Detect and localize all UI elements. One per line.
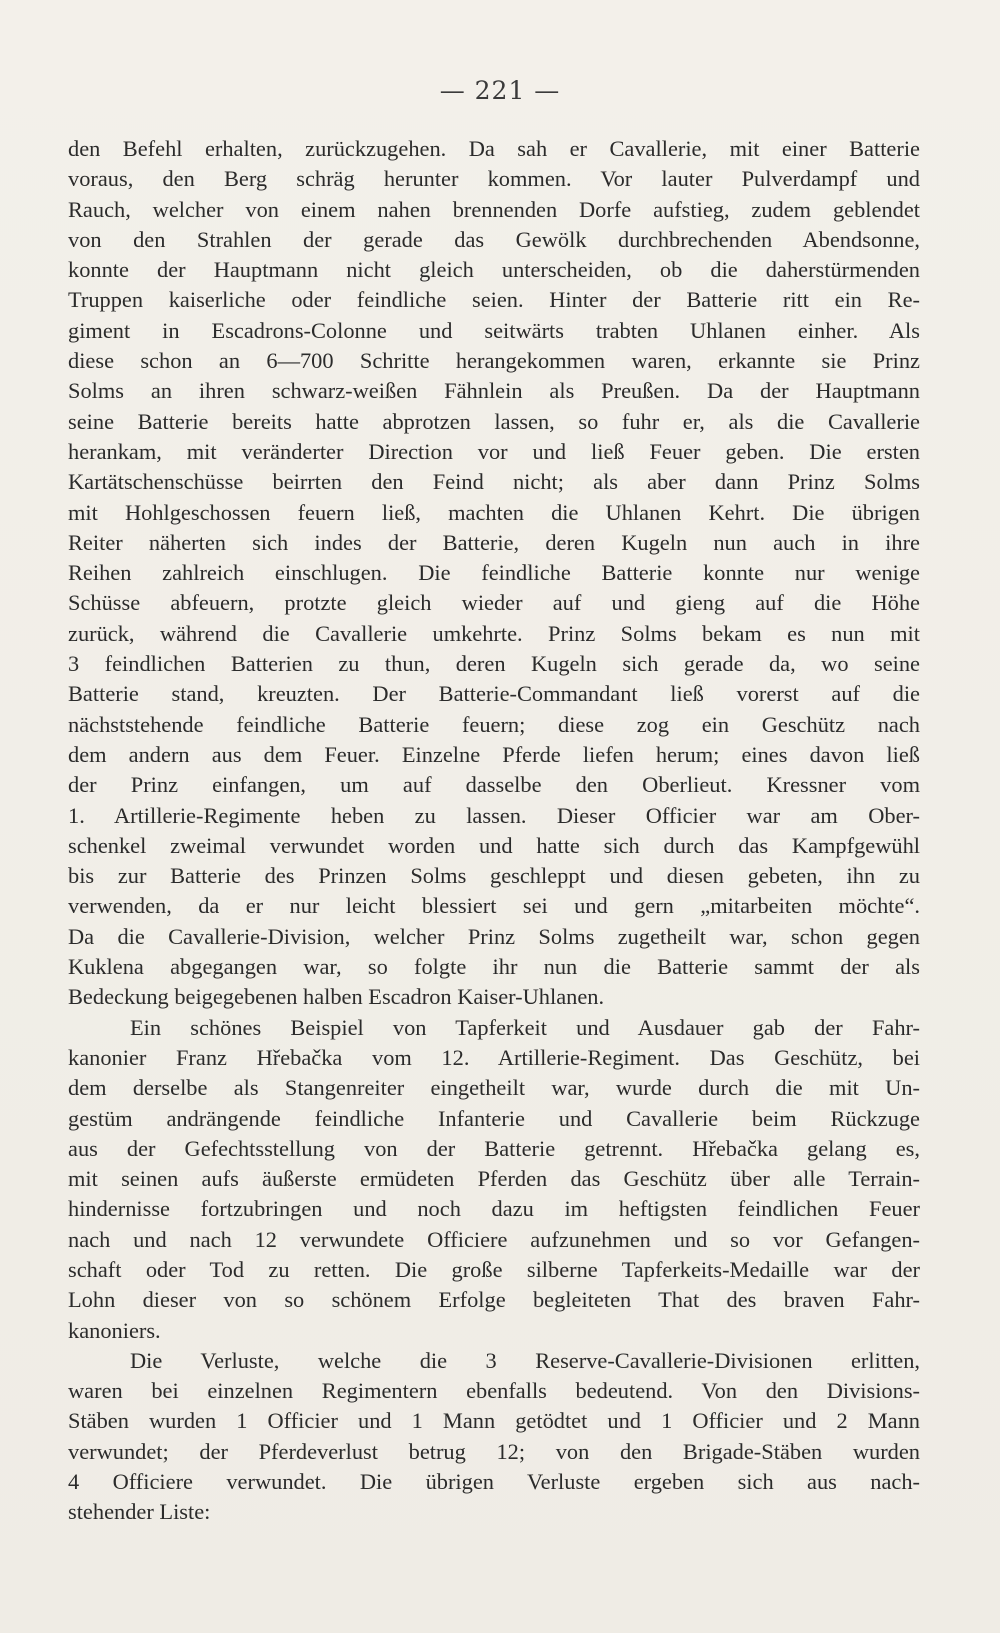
text-line: Rauch, welcher von einem nahen brennenden Dorfe aufstieg, zudem geblendet [68, 196, 920, 222]
text-line: stehender Liste: [68, 1499, 211, 1525]
text-line: 3 feindlichen Batterien zu thun, deren Kugeln sich gerade da, wo seine [68, 651, 920, 677]
text-line: Stäben wurden 1 Officier und 1 Mann getödtet und 1 Officier und 2 Mann [68, 1408, 920, 1434]
page-number: — 221 — [439, 76, 561, 105]
text-line: kanoniers. [68, 1317, 161, 1343]
text-line: den Befehl erhalten, zurückzugehen. Da sah er Cavallerie, mit einer Batterie [68, 136, 920, 161]
text-line: dem andern aus dem Feuer. Einzelne Pferde liefen herum; eines davon ließ [68, 741, 920, 767]
text-line: von den Strahlen der gerade das Gewölk durchbrechenden Abendsonne, [68, 226, 920, 252]
text-line: giment in Escadrons-Colonne und seitwärts trabten Uhlanen einher. Als [68, 317, 920, 343]
text-line: Schüsse abfeuern, protzte gleich wieder auf und gieng auf die Höhe [68, 590, 920, 616]
text-line: Die Verluste, welche die 3 Reserve-Cavallerie-Divisionen erlitten, [130, 1347, 920, 1373]
text-line: zurück, während die Cavallerie umkehrte. Prinz Solms bekam es nun mit [68, 620, 920, 646]
body-text [68, 134, 920, 1528]
text-line: 1. Artillerie-Regimente heben zu lassen. Dieser Officier war am Ober- [68, 802, 920, 828]
text-line: Ein schönes Beispiel von Tapferkeit und Ausdauer gab der Fahr- [130, 1014, 920, 1040]
text-line: gestüm andrängende feindliche Infanterie und Cavallerie beim Rückzuge [68, 1105, 920, 1131]
text-line: Solms an ihren schwarz-weißen Fähnlein als Preußen. Da der Hauptmann [68, 378, 920, 404]
text-line: Da die Cavallerie-Division, welcher Prinz Solms zugetheilt war, schon gegen [68, 923, 920, 949]
text-line: mit seinen aufs äußerste ermüdeten Pferden das Geschütz über alle Terrain- [68, 1166, 920, 1192]
text-line: Lohn dieser von so schönem Erfolge begleiteten That des braven Fahr- [68, 1287, 920, 1313]
text-line: Kuklena abgegangen war, so folgte ihr nun die Batterie sammt der als [68, 954, 920, 980]
text-line: aus der Gefechtsstellung von der Batterie getrennt. Hřebačka gelang es, [68, 1135, 920, 1161]
text-line: seine Batterie bereits hatte abprotzen lassen, so fuhr er, als die Cavallerie [68, 408, 920, 434]
text-line: nach und nach 12 verwundete Officiere aufzunehmen und so vor Gefangen- [68, 1226, 920, 1252]
text-line: der Prinz einfangen, um auf dasselbe den Oberlieut. Kressner vom [68, 772, 920, 798]
text-line: herankam, mit veränderter Direction vor und ließ Feuer geben. Die ersten [68, 438, 920, 464]
text-line: voraus, den Berg schräg herunter kommen. Vor lauter Pulverdampf und [68, 166, 920, 192]
text-line: 4 Officiere verwundet. Die übrigen Verluste ergeben sich aus nach- [68, 1469, 920, 1495]
text-line: mit Hohlgeschossen feuern ließ, machten die Uhlanen Kehrt. Die übrigen [68, 499, 920, 525]
text-line: bis zur Batterie des Prinzen Solms geschleppt und diesen gebeten, ihn zu [68, 863, 920, 889]
text-line: verwundet; der Pferdeverlust betrug 12; von den Brigade-Stäben wurden [68, 1438, 920, 1464]
text-line: konnte der Hauptmann nicht gleich unterscheiden, ob die daherstürmenden [68, 257, 920, 283]
text-line: diese schon an 6—700 Schritte herangekommen waren, erkannte sie Prinz [68, 348, 920, 374]
text-line: Bedeckung beigegebenen halben Escadron Kaiser-Uhlanen. [68, 984, 605, 1010]
text-line: Reihen zahlreich einschlugen. Die feindliche Batterie konnte nur wenige [68, 560, 920, 586]
text-line: dem derselbe als Stangenreiter eingetheilt war, wurde durch die mit Un- [68, 1075, 920, 1101]
text-line: kanonier Franz Hřebačka vom 12. Artillerie-Regiment. Das Geschütz, bei [68, 1044, 920, 1070]
text-line: verwenden, da er nur leicht blessiert sei und gern „mitarbeiten möchte“. [68, 893, 920, 919]
text-line: nächststehende feindliche Batterie feuern; diese zog ein Geschütz nach [68, 711, 920, 737]
text-line: hindernisse fortzubringen und noch dazu im heftigsten feindlichen Feuer [68, 1196, 920, 1222]
text-line: schaft oder Tod zu retten. Die große silberne Tapferkeits-Medaille war der [68, 1256, 920, 1282]
text-line: Kartätschenschüsse beirrten den Feind nicht; als aber dann Prinz Solms [68, 469, 920, 495]
text-line: schenkel zweimal verwundet worden und hatte sich durch das Kampfgewühl [68, 832, 920, 858]
text-line: waren bei einzelnen Regimentern ebenfalls bedeutend. Von den Divisions- [68, 1378, 920, 1404]
text-line: Reiter näherten sich indes der Batterie, deren Kugeln nun auch in ihre [68, 529, 920, 555]
text-line: Truppen kaiserliche oder feindliche seien. Hinter der Batterie ritt ein Re- [68, 287, 920, 313]
text-line: Batterie stand, kreuzten. Der Batterie-Commandant ließ vorerst auf die [68, 681, 920, 707]
